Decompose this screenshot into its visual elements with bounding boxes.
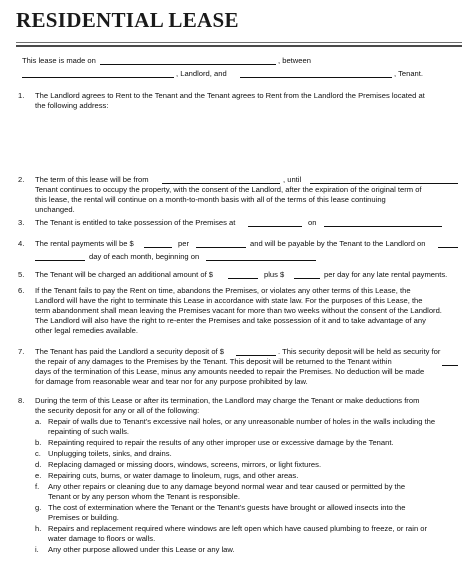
daily-late-fee-field[interactable] <box>294 270 320 279</box>
item-f-cont: Tenant or by any person whom the Tenant is responsible. <box>48 492 240 501</box>
item-g-letter: g. <box>35 503 42 512</box>
clause-7-number: 7. <box>18 347 25 356</box>
clause-2-number: 2. <box>18 175 25 184</box>
clause-6-number: 6. <box>18 286 25 295</box>
clause-8-number: 8. <box>18 396 25 405</box>
clause-5-number: 5. <box>18 270 25 279</box>
clause-3-possession: The Tenant is entitled to take possession of the Premises at <box>35 218 236 227</box>
clause-4-per: per <box>178 239 189 248</box>
item-h-letter: h. <box>35 524 42 533</box>
lease-date-field[interactable] <box>100 56 276 65</box>
term-start-field[interactable] <box>162 175 280 184</box>
possession-time-field[interactable] <box>248 218 302 227</box>
clause-4-payments: The rental payments will be $ <box>35 239 134 248</box>
item-e-text: Repairing cuts, burns, or water damage to linoleum, rugs, and other areas. <box>48 471 299 480</box>
title-rule-thin <box>16 42 462 43</box>
clause-7-deposit: The Tenant has paid the Landlord a security deposit of $ <box>35 347 224 356</box>
clause-2-text-4: unchanged. <box>35 205 75 214</box>
item-b-letter: b. <box>35 438 42 447</box>
clause-3-on: on <box>308 218 317 227</box>
clause-6-text-3: term abandonment shall mean leaving the Premises vacant for more than two weeks without the consent of the Landlord. <box>35 306 442 315</box>
rent-period-field[interactable] <box>196 239 246 248</box>
rent-begin-date-field[interactable] <box>206 252 316 261</box>
clause-2-until: , until <box>283 175 302 184</box>
clause-2-text-3: this lease, the rental will continue on a month-to-month basis with all of the terms of this lease continuing <box>35 195 386 204</box>
item-c-text: Unplugging toilets, sinks, and drains. <box>48 449 172 458</box>
item-e-letter: e. <box>35 471 42 480</box>
rent-due-day-field[interactable] <box>438 239 458 248</box>
clause-4-day-of-month: day of each month, beginning on <box>89 252 200 261</box>
clause-3-number: 3. <box>18 218 25 227</box>
clause-7-text-4: for damage from reasonable wear and tear nor for any purpose prohibited by law. <box>35 377 308 386</box>
clause-6-text-4: The Landlord will also have the right to re-enter the Premises and take possession of it and to take advantage of any <box>35 316 426 325</box>
item-d-letter: d. <box>35 460 42 469</box>
clause-5-late: per day for any late rental payments. <box>324 270 448 279</box>
item-b-text: Repainting required to repair the results of any other improper use or excessive damage by the Tenant. <box>48 438 394 447</box>
intro-between: , between <box>278 56 311 65</box>
clause-8-text-2: the security deposit for any or all of the following: <box>35 406 200 415</box>
landlord-name-field[interactable] <box>22 69 174 78</box>
intro-tenant: , Tenant. <box>394 69 423 78</box>
item-g-cont: Premises or building. <box>48 513 119 522</box>
item-g-text: The cost of extermination where the Tenant or the Tenant's guests have brought or allowed insects into the <box>48 503 406 512</box>
item-a-letter: a. <box>35 417 42 426</box>
clause-4-number: 4. <box>18 239 25 248</box>
clause-1-text-2: the following address: <box>35 101 109 110</box>
clause-5-plus: plus $ <box>264 270 285 279</box>
clause-1-number: 1. <box>18 91 25 100</box>
term-end-field[interactable] <box>310 175 458 184</box>
late-fee-field[interactable] <box>228 270 258 279</box>
clause-8-text-1: During the term of this Lease or after its termination, the Landlord may charge the Tenant or make deductions from <box>35 396 420 405</box>
document-title: RESIDENTIAL LEASE <box>16 8 239 32</box>
clause-2-text-2: Tenant continues to occupy the property, with the consent of the Landlord, after the expiration of the original term of <box>35 185 422 194</box>
title-rule-thick <box>16 45 462 47</box>
item-f-text: Any other repairs or cleaning due to any damage beyond normal wear and tear caused or permitted by the <box>48 482 406 491</box>
rent-day-of-month-field[interactable] <box>35 252 85 261</box>
item-c-letter: c. <box>35 449 41 458</box>
clause-6-text-1: If the Tenant fails to pay the Rent on time, abandons the Premises, or violates any other terms of this Lease, the <box>35 286 411 295</box>
clause-6-text-2: Landlord will have the right to terminate this Lease in accordance with state law. For the purposes of this Lease, the <box>35 296 423 305</box>
item-a-text: Repair of walls due to Tenant's excessive nail holes, or any unreasonable number of holes in the walls including the <box>48 417 436 426</box>
clause-2-term-from: The term of this lease will be from <box>35 175 149 184</box>
item-a-cont: repainting of such walls. <box>48 427 130 436</box>
intro-made-on: This lease is made on <box>22 56 96 65</box>
item-h-cont: water damage to floors or walls. <box>48 534 156 543</box>
item-i-letter: i. <box>35 545 39 554</box>
clause-4-payable: and will be payable by the Tenant to the Landlord on <box>250 239 426 248</box>
item-i-text: Any other purpose allowed under this Lease or any law. <box>48 545 235 554</box>
item-f-letter: f. <box>35 482 40 491</box>
deposit-return-days-field[interactable] <box>442 357 458 366</box>
clause-1-text: The Landlord agrees to Rent to the Tenant and the Tenant agrees to Rent from the Landlord the Premises located at <box>35 91 425 100</box>
tenant-name-field[interactable] <box>240 69 392 78</box>
intro-landlord-and: , Landlord, and <box>176 69 227 78</box>
item-d-text: Replacing damaged or missing doors, windows, screens, mirrors, or light fixtures. <box>48 460 322 469</box>
clause-6-text-5: other legal remedies available. <box>35 326 138 335</box>
clause-7-held: . This security deposit will be held as security for <box>278 347 441 356</box>
possession-date-field[interactable] <box>324 218 442 227</box>
clause-7-text-2: the repair of any damages to the Premises by the Tenant. This deposit will be returned to the Tenant within <box>35 357 392 366</box>
clause-7-text-3: days of the termination of this Lease, minus any amounts needed to repair the Premises. No deduction will be made <box>35 367 425 376</box>
item-h-text: Repairs and replacement required where windows are left open which have caused plumbing to freeze, or rain or <box>48 524 428 533</box>
clause-5-charged: The Tenant will be charged an additional amount of $ <box>35 270 214 279</box>
security-deposit-field[interactable] <box>236 347 276 356</box>
rent-amount-field[interactable] <box>144 239 172 248</box>
